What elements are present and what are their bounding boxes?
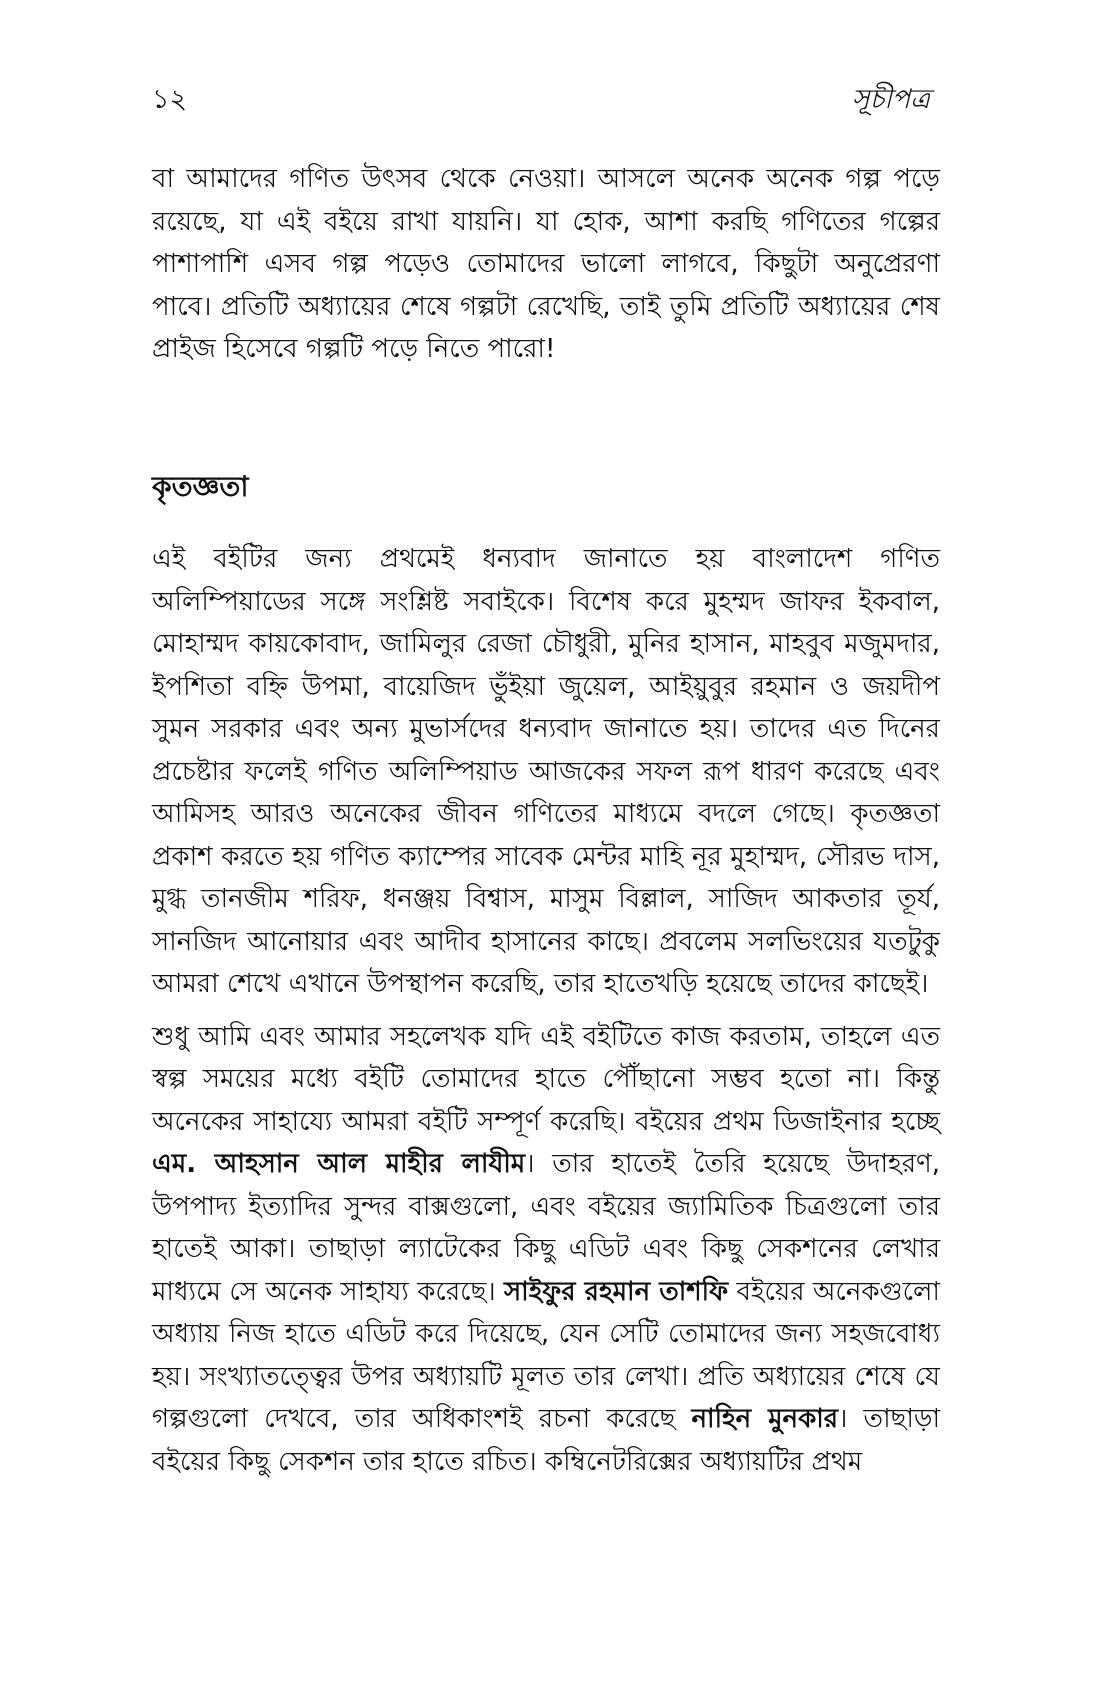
editor-name: সাইফুর রহমান তাশফি [503, 1276, 729, 1307]
paragraph-2-text-2: । তার হাতেই তৈরি হয়েছে উদাহরণ, উপপাদ্য ইত্যাদির সুন্দর বাক্সগুলো, এবং বইয়ের জ্যামিতিক চিত্রগুলো তার হাতেই আকা। তাছাড়া ল্যাটেকের কিছু এডিট এবং কিছু সেকশনের লেখার মাধ্যমে সে অনেক সাহায্য করেছে। [152, 1149, 940, 1307]
intro-section [152, 158, 940, 371]
paragraph-2-text-4: । তাছাড়া বইয়ের কিছু সেকশন তার হাতে রচিত। কম্বিনেটরিক্সের অধ্যায়টির প্রথম [152, 1404, 940, 1477]
acknowledgement-section [152, 538, 940, 1483]
acknowledgement-heading: কৃতজ্ঞতা [152, 470, 249, 503]
page-number: ১২ [152, 84, 188, 115]
paragraph-2-text-1: শুধু আমি এবং আমার সহলেখক যদি এই বইটিতে কাজ করতাম, তাহলে এত স্বল্প সময়ের মধ্যে বইটি তোমাদের হাতে পৌঁছানো সম্ভব হতো না। কিন্তু অনেকের সাহায্যে আমরা বইটি সম্পূর্ণ করেছি। বইয়ের প্রথম ডিজাইনার হচ্ছে [152, 1021, 940, 1137]
story-writer-name: নাহিন মুনকার [691, 1404, 839, 1434]
intro-paragraph: বা আমাদের গণিত উৎসব থেকে নেওয়া। আসলে অনেক অনেক গল্প পড়ে রয়েছে, যা এই বইয়ে রাখা যায়নি। যা হোক, আশা করছি গণিতের গল্পের পাশাপাশি এসব গল্প পড়েও তোমাদের ভালো লাগবে, কিছুটা অনুপ্রেরণা পাবে। প্রতিটি অধ্যায়ের শেষে গল্পটা রেখেছি, তাই তুমি প্রতিটি অধ্যায়ের শেষ প্রাইজ হিসেবে গল্পটি পড়ে নিতে পারো! [152, 164, 940, 364]
acknowledgement-paragraph-2 [152, 1016, 940, 1484]
acknowledgement-paragraph-1: এই বইটির জন্য প্রথমেই ধন্যবাদ জানাতে হয় বাংলাদেশ গণিত অলিম্পিয়াডের সঙ্গে সংশ্লিষ্ট সবাইকে। বিশেষ করে মুহম্মদ জাফর ইকবাল, মোহাম্মদ কায়কোবাদ, জামিলুর রেজা চৌধুরী, মুনির হাসান, মাহবুব মজুমদার, ইপশিতা বহ্নি উপমা, বায়েজিদ ভুঁইয়া জুয়েল, আইয়ুবুর রহমান ও জয়দীপ সুমন সরকার এবং অন্য মুভার্সদের ধন্যবাদ জানাতে হয়। তাদের এত দিনের প্রচেষ্টার ফলেই গণিত অলিম্পিয়াড আজকের সফল রূপ ধারণ করেছে এবং আমিসহ আরও অনেকের জীবন গণিতের মাধ্যমে বদলে গেছে। কৃতজ্ঞতা প্রকাশ করতে হয় গণিত ক্যাম্পের সাবেক মেন্টর মাহি নূর মুহাম্মদ, সৌরভ দাস, মুগ্ধ তানজীম শরিফ, ধনঞ্জয় বিশ্বাস, মাসুম বিল্লাল, সাজিদ আকতার তূর্য, সানজিদ আনোয়ার এবং আদীব হাসানের কাছে। প্রবলেম সলভিংয়ের যতটুকু আমরা শেখে এখানে উপস্থাপন করেছি, তার হাতেখড়ি হয়েছে তাদের কাছেই। [152, 544, 940, 999]
running-title: সূচীপত্র [851, 84, 930, 115]
paragraph-2-text-3: বইয়ের অনেকগুলো অধ্যায় নিজ হাতে এডিট করে দিয়েছে, যেন সেটি তোমাদের জন্য সহজবোধ্য হয়। সংখ্যাতত্ত্বের উপর অধ্যায়টি মূলত তার লেখা। প্রতি অধ্যায়ের শেষে যে গল্পগুলো দেখবে, তার অধিকাংশই রচনা করেছে [152, 1276, 940, 1434]
designer-name: এম. আহসান আল মাহীর লাযীম [152, 1149, 526, 1179]
